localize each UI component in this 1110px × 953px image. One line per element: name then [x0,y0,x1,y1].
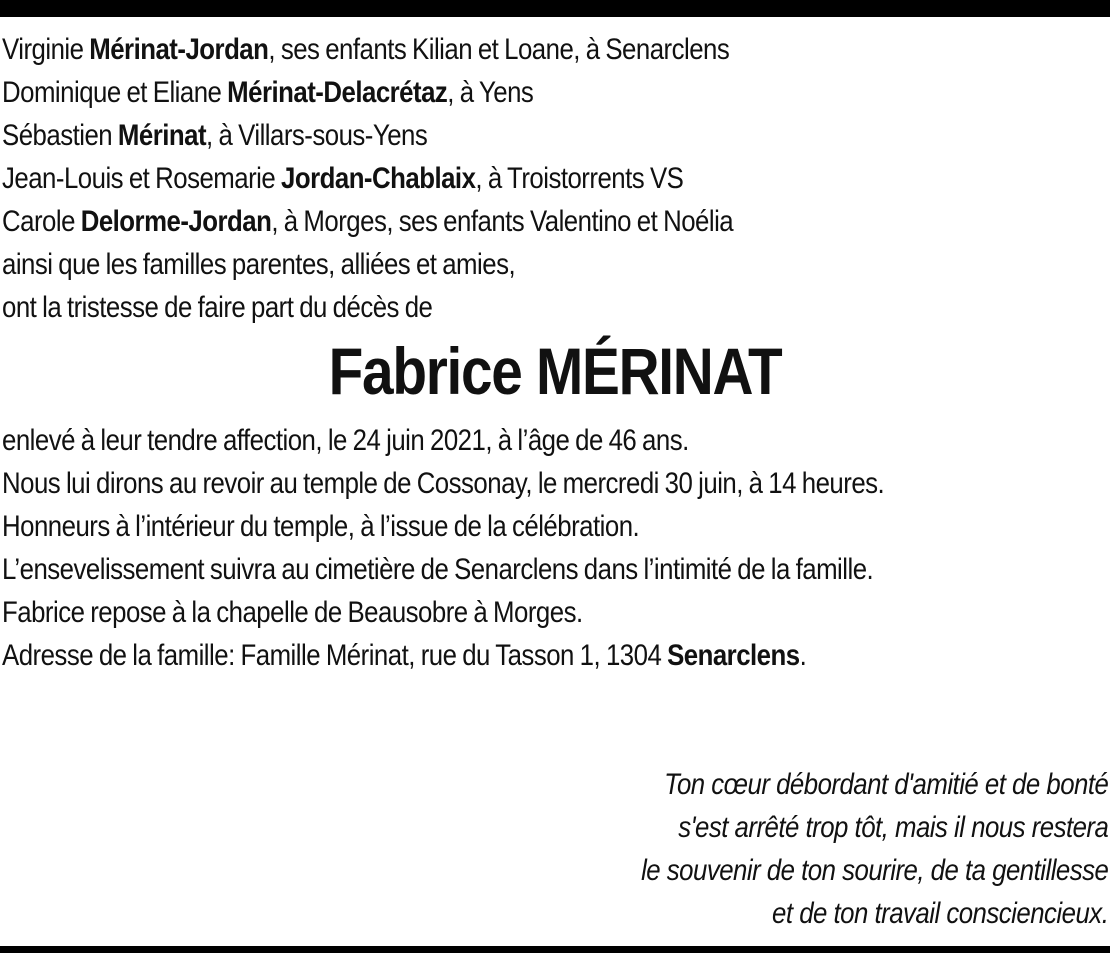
family-line-2: Dominique et Eliane Mérinat-Delacrétaz, à Yens [2,76,534,109]
family-name-bold: Mérinat-Delacrétaz [227,76,448,109]
detail-line-affection: enlevé à leur tendre affection, le 24 juin 2021, à l’âge de 46 ans. [2,424,689,457]
detail-line-burial: L’ensevelissement suivra au cimetière de Senarclens dans l’intimité de la famille. [2,553,874,586]
family-address-line: Adresse de la famille: Famille Mérinat, rue du Tasson 1, 1304 Senarclens. [2,639,807,672]
families-block [2,28,1110,329]
announcement-line: ont la tristesse de faire part du décès de [2,291,433,324]
family-line-1: Virginie Mérinat-Jordan, ses enfants Kilian et Loane, à Senarclens [2,33,730,66]
quote-line-2: s'est arrêté trop tôt, mais il nous restera [677,811,1108,844]
family-name-bold: Jordan-Chablaix [281,162,476,195]
family-name-bold: Delorme-Jordan [80,205,272,238]
family-line-3: Sébastien Mérinat, à Villars-sous-Yens [2,119,428,152]
deceased-name-heading: Fabrice MÉRINAT [328,334,782,408]
quote-line-4: et de ton travail consciencieux. [771,897,1108,930]
family-line-5: Carole Delorme-Jordan, à Morges, ses enfants Valentino et Noélia [2,205,734,238]
family-name-bold: Mérinat [117,119,207,152]
memorial-quote [641,763,1108,935]
quote-line-1: Ton cœur débordant d'amitié et de bonté [663,768,1108,801]
details-block [2,419,1110,677]
detail-line-chapel: Fabrice repose à la chapelle de Beausobre à Morges. [2,596,583,629]
relatives-line: ainsi que les familles parentes, alliées et amies, [2,248,516,281]
detail-line-ceremony: Nous lui dirons au revoir au temple de Cossonay, le mercredi 30 juin, à 14 heures. [2,467,885,500]
top-border-rule [0,0,1110,17]
quote-line-3: le souvenir de ton sourire, de ta gentillesse [640,854,1108,887]
bottom-border-rule [0,946,1110,953]
family-name-bold: Mérinat-Jordan [89,33,269,66]
family-line-4: Jean-Louis et Rosemarie Jordan-Chablaix, à Troistorrents VS [2,162,684,195]
address-town-bold: Senarclens [667,639,800,672]
detail-line-honours: Honneurs à l’intérieur du temple, à l’issue de la célébration. [2,510,640,543]
